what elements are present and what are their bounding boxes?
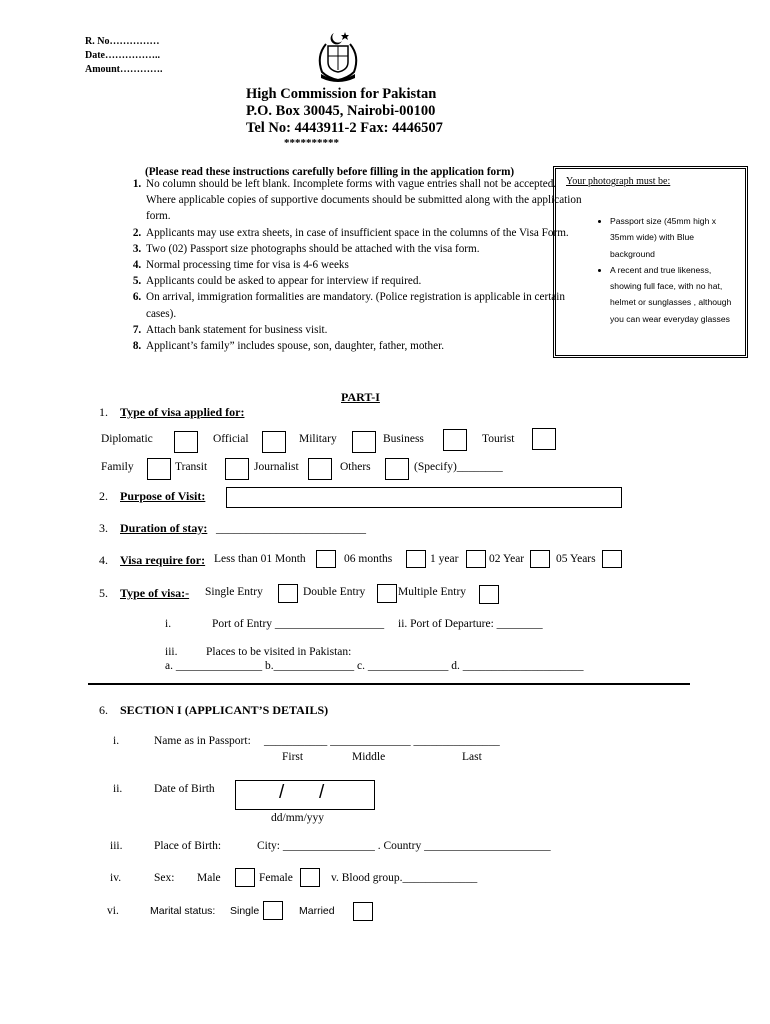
date-of-birth-input[interactable]: [235, 780, 375, 810]
marital-single-label: Single: [230, 905, 260, 917]
visa-type-business-label: Business: [383, 433, 424, 445]
name-label: Name as in Passport:: [154, 735, 251, 747]
entry-single-label: Single Entry: [205, 586, 263, 598]
embassy-header: [246, 86, 443, 149]
instruction-item: 3. Two (02) Passport size photographs should be attached with the visa form.: [144, 241, 584, 257]
section-divider: [88, 683, 690, 685]
q1-number: 1.: [99, 405, 108, 419]
name-middle-caption: Middle: [352, 751, 386, 763]
q3-label: Duration of stay:: [120, 521, 208, 535]
instructions-list: [104, 176, 584, 354]
photo-box-title: Your photograph must be:: [566, 176, 671, 187]
entry-double-checkbox[interactable]: [377, 584, 397, 603]
sex-female-label: Female: [259, 872, 293, 884]
office-use-block: [85, 35, 163, 77]
q4-label: Visa require for:: [120, 553, 206, 567]
purpose-of-visit-input[interactable]: [226, 487, 622, 508]
duration-6-months-checkbox[interactable]: [406, 550, 426, 568]
dob-format-caption: dd/mm/yyy: [271, 812, 325, 824]
name-first-caption: First: [282, 751, 304, 763]
visa-type-official-label: Official: [213, 433, 249, 445]
visa-type-tourist-checkbox[interactable]: [532, 428, 556, 450]
port-of-entry-field[interactable]: Port of Entry ___________________: [212, 618, 385, 630]
section1-title: SECTION I (APPLICANT’S DETAILS): [120, 703, 329, 717]
header-line2: P.O. Box 30045, Nairobi-00100: [246, 103, 436, 119]
entry-multiple-checkbox[interactable]: [479, 585, 499, 604]
sex-female-checkbox[interactable]: [300, 868, 320, 887]
duration-2-year-label: 02 Year: [489, 553, 525, 565]
visa-type-business-checkbox[interactable]: [443, 429, 467, 451]
visa-type-transit-label: Transit: [175, 461, 208, 473]
amount-field: Amount………….: [85, 64, 163, 75]
dob-roman: ii.: [113, 783, 123, 795]
visa-type-others-label: Others: [340, 461, 371, 473]
q4-number: 4.: [99, 553, 108, 567]
visa-type-tourist-label: Tourist: [482, 433, 515, 445]
duration-1-year-label: 1 year: [430, 553, 459, 565]
dob-slash-1: /: [279, 782, 285, 803]
instructions-title: (Please read these instructions carefully before filling in the application form): [145, 166, 515, 178]
visa-type-diplomatic-checkbox[interactable]: [174, 431, 198, 453]
instruction-item: 1. No column should be left blank. Incomplete forms with vague entries shall not be accepted. Where applicable copies of supportive documents should be submitted along with the application form.: [144, 176, 584, 225]
pob-city-country-fields[interactable]: City: ________________ . Country ______________________: [257, 840, 551, 852]
instruction-item: 8. Applicant’s family” includes spouse, son, daughter, father, mother.: [144, 338, 584, 354]
photo-requirements-list: [580, 213, 738, 327]
instruction-item: 7. Attach bank statement for business visit.: [144, 322, 584, 338]
entry-multiple-label: Multiple Entry: [398, 586, 467, 598]
visa-type-family-checkbox[interactable]: [147, 458, 171, 480]
entry-single-checkbox[interactable]: [278, 584, 298, 603]
duration-1-year-checkbox[interactable]: [466, 550, 486, 568]
instruction-item: 5. Applicants could be asked to appear for interview if required.: [144, 273, 584, 289]
section1-number: 6.: [99, 703, 108, 717]
q1-label: Type of visa applied for:: [120, 405, 245, 419]
state-emblem-icon: [313, 30, 363, 86]
marital-married-checkbox[interactable]: [353, 902, 373, 921]
name-roman: i.: [113, 735, 120, 747]
name-last-caption: Last: [462, 751, 482, 763]
part1-title: PART-I: [341, 390, 380, 404]
marital-married-label: Married: [299, 905, 335, 917]
photograph-requirements-box: [553, 166, 748, 358]
visa-type-others-checkbox[interactable]: [385, 458, 409, 480]
dob-slash-2: /: [319, 782, 325, 803]
photo-requirement-item: • Passport size (45mm high x 35mm wide) with Blue background: [610, 213, 738, 262]
duration-2-year-checkbox[interactable]: [530, 550, 550, 568]
name-input-blanks[interactable]: ___________ ______________ _______________: [264, 735, 500, 747]
instruction-item: 2. Applicants may use extra sheets, in case of insufficient space in the columns of the Visa Form.: [144, 225, 584, 241]
date-field: Date……………..: [85, 50, 160, 61]
duration-less-than-1-month-checkbox[interactable]: [316, 550, 336, 568]
entry-double-label: Double Entry: [303, 586, 366, 598]
duration-5-years-label: 05 Years: [556, 553, 596, 565]
duration-less-than-1-month-label: Less than 01 Month: [214, 553, 306, 565]
header-line1: High Commission for Pakistan: [246, 86, 437, 102]
port-roman-i: i.: [165, 618, 172, 630]
q5-number: 5.: [99, 586, 108, 600]
visa-type-official-checkbox[interactable]: [262, 431, 286, 453]
sex-label: Sex:: [154, 872, 175, 884]
duration-5-years-checkbox[interactable]: [602, 550, 622, 568]
pob-roman: iii.: [110, 840, 123, 852]
duration-6-months-label: 06 months: [344, 553, 393, 565]
visa-type-family-label: Family: [101, 461, 134, 473]
port-of-departure-field[interactable]: ii. Port of Departure: ________: [398, 618, 543, 630]
visa-type-military-label: Military: [299, 433, 337, 445]
duration-of-stay-field[interactable]: _________________________: [216, 521, 366, 535]
visa-type-journalist-label: Journalist: [254, 461, 299, 473]
q2-label: Purpose of Visit:: [120, 489, 206, 503]
q2-number: 2.: [99, 489, 108, 503]
sex-roman: iv.: [110, 872, 122, 884]
header-line3: Tel No: 4443911-2 Fax: 4446507: [246, 120, 443, 136]
visa-type-transit-checkbox[interactable]: [225, 458, 249, 480]
pob-label: Place of Birth:: [154, 840, 222, 852]
sex-male-checkbox[interactable]: [235, 868, 255, 887]
places-roman-iii: iii.: [165, 646, 178, 658]
visa-type-military-checkbox[interactable]: [352, 431, 376, 453]
blood-group-field[interactable]: v. Blood group._____________: [331, 872, 478, 884]
r-no-field: R. No……………: [85, 36, 160, 47]
visa-type-specify-field[interactable]: (Specify)________: [414, 461, 503, 473]
visa-type-journalist-checkbox[interactable]: [308, 458, 332, 480]
visa-type-diplomatic-label: Diplomatic: [101, 433, 153, 445]
instruction-item: 4. Normal processing time for visa is 4-6 weeks: [144, 257, 584, 273]
instruction-item: 6. On arrival, immigration formalities are mandatory. (Police registration is applicable in certain cases).: [144, 289, 584, 321]
marital-single-checkbox[interactable]: [263, 901, 283, 920]
marital-roman: vi.: [107, 905, 119, 917]
q5-label: Type of visa:-: [120, 586, 190, 600]
photo-requirement-item: • A recent and true likeness, showing full face, with no hat, helmet or sunglasses , although you can wear everyday glasses: [610, 262, 738, 327]
sex-male-label: Male: [197, 872, 221, 884]
places-to-visit-fields[interactable]: a. _______________ b.______________ c. ______________ d. _____________________: [165, 660, 584, 672]
places-label: Places to be visited in Pakistan:: [206, 646, 352, 658]
dob-label: Date of Birth: [154, 783, 215, 795]
header-stars: **********: [284, 137, 339, 149]
q3-number: 3.: [99, 521, 108, 535]
marital-label: Marital status:: [150, 905, 216, 917]
